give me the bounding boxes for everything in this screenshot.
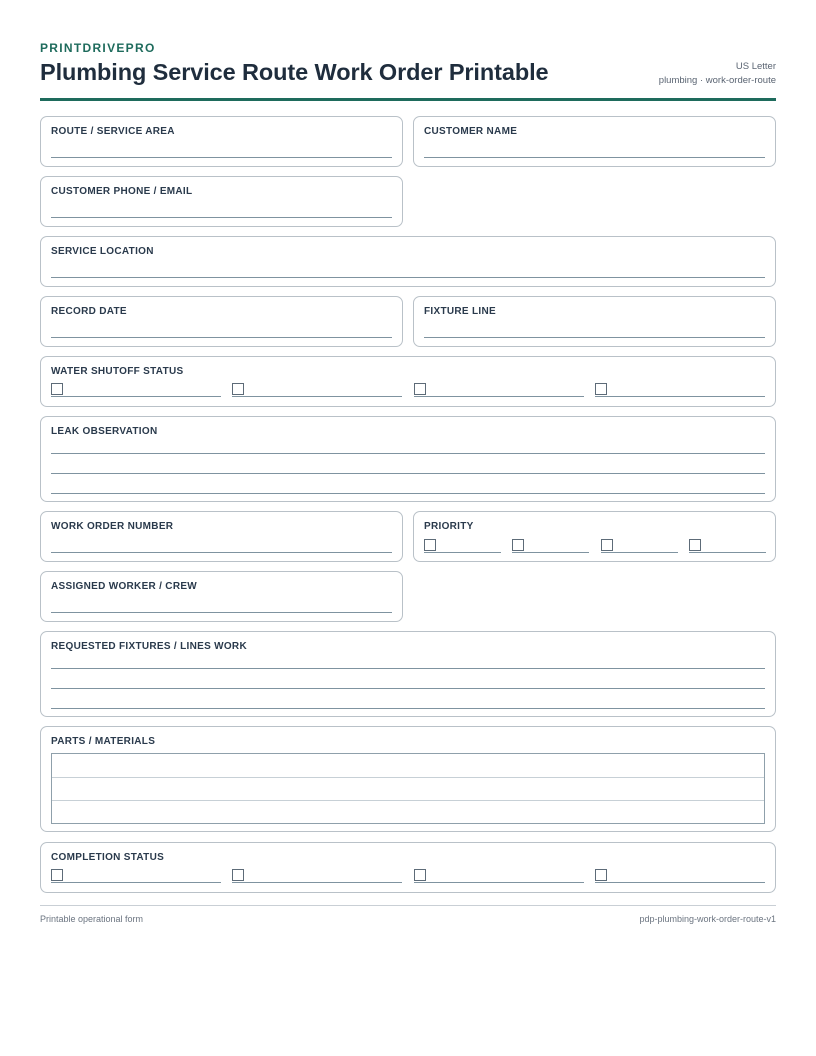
record-date-field: [40, 296, 403, 347]
checkbox[interactable]: [51, 869, 63, 881]
record-date-input-line[interactable]: [51, 337, 392, 338]
completion-option[interactable]: [595, 869, 765, 883]
leak-observation-line[interactable]: [51, 493, 765, 494]
requested-work-line[interactable]: [51, 668, 765, 669]
assigned-worker-label: ASSIGNED WORKER / CREW: [51, 581, 198, 592]
assigned-worker-input-line[interactable]: [51, 612, 392, 613]
form-header: [40, 40, 776, 101]
leak-observation-label: LEAK OBSERVATION: [51, 426, 158, 437]
water-shutoff-label: WATER SHUTOFF STATUS: [51, 366, 184, 377]
form-id: pdp-plumbing-work-order-route-v1: [639, 914, 776, 924]
priority-option[interactable]: [512, 539, 589, 553]
customer-contact-field: [40, 176, 403, 227]
parts-materials-label: PARTS / MATERIALS: [51, 736, 156, 747]
route-field: [40, 116, 403, 167]
checkbox[interactable]: [689, 539, 701, 551]
customer-contact-input-line[interactable]: [51, 217, 392, 218]
checkbox[interactable]: [424, 539, 436, 551]
table-row-divider: [52, 777, 764, 778]
checkbox[interactable]: [595, 383, 607, 395]
requested-work-field: [40, 631, 776, 717]
parts-table: [51, 753, 765, 824]
requested-work-label: REQUESTED FIXTURES / LINES WORK: [51, 641, 247, 652]
record-date-label: RECORD DATE: [51, 306, 127, 317]
checkbox[interactable]: [51, 383, 63, 395]
priority-label: PRIORITY: [424, 521, 474, 532]
assigned-worker-field: [40, 571, 403, 622]
service-location-input-line[interactable]: [51, 277, 765, 278]
brand-name: PRINTDRIVEPRO: [40, 41, 156, 55]
requested-work-line[interactable]: [51, 688, 765, 689]
form-category: plumbing · work-order-route: [658, 75, 776, 86]
customer-name-field: [413, 116, 776, 167]
page-title: Plumbing Service Route Work Order Printable: [40, 59, 549, 85]
checkbox[interactable]: [414, 869, 426, 881]
service-location-label: SERVICE LOCATION: [51, 246, 154, 257]
completion-status-label: COMPLETION STATUS: [51, 852, 165, 863]
customer-contact-label: CUSTOMER PHONE / EMAIL: [51, 186, 193, 197]
checkbox[interactable]: [595, 869, 607, 881]
fixture-line-field: [413, 296, 776, 347]
completion-option[interactable]: [414, 869, 584, 883]
requested-work-line[interactable]: [51, 708, 765, 709]
work-order-number-input-line[interactable]: [51, 552, 392, 553]
completion-option[interactable]: [232, 869, 402, 883]
fixture-line-label: FIXTURE LINE: [424, 306, 496, 317]
priority-option[interactable]: [424, 539, 501, 553]
customer-name-input-line[interactable]: [424, 157, 765, 158]
priority-option[interactable]: [689, 539, 766, 553]
water-shutoff-option[interactable]: [232, 383, 402, 397]
work-order-number-field: [40, 511, 403, 562]
checkbox[interactable]: [512, 539, 524, 551]
paper-size: US Letter: [735, 61, 776, 72]
service-location-field: [40, 236, 776, 287]
route-input-line[interactable]: [51, 157, 392, 158]
footer-note: Printable operational form: [40, 914, 144, 924]
route-label: ROUTE / SERVICE AREA: [51, 126, 175, 137]
checkbox[interactable]: [232, 869, 244, 881]
checkbox[interactable]: [601, 539, 613, 551]
checkbox[interactable]: [414, 383, 426, 395]
completion-status-field: [40, 842, 776, 893]
form-meta: [659, 60, 776, 88]
checkbox[interactable]: [232, 383, 244, 395]
completion-option[interactable]: [51, 869, 221, 883]
form-page: [40, 40, 776, 863]
page-footer: [40, 905, 776, 924]
fixture-line-input-line[interactable]: [424, 337, 765, 338]
water-shutoff-option[interactable]: [595, 383, 765, 397]
customer-name-label: CUSTOMER NAME: [424, 126, 518, 137]
water-shutoff-field: [40, 356, 776, 407]
water-shutoff-option[interactable]: [414, 383, 584, 397]
priority-option[interactable]: [601, 539, 678, 553]
leak-observation-line[interactable]: [51, 453, 765, 454]
leak-observation-line[interactable]: [51, 473, 765, 474]
priority-field: [413, 511, 776, 562]
table-row-divider: [52, 800, 764, 801]
parts-materials-field: [40, 726, 776, 832]
work-order-number-label: WORK ORDER NUMBER: [51, 521, 174, 532]
water-shutoff-option[interactable]: [51, 383, 221, 397]
leak-observation-field: [40, 416, 776, 502]
